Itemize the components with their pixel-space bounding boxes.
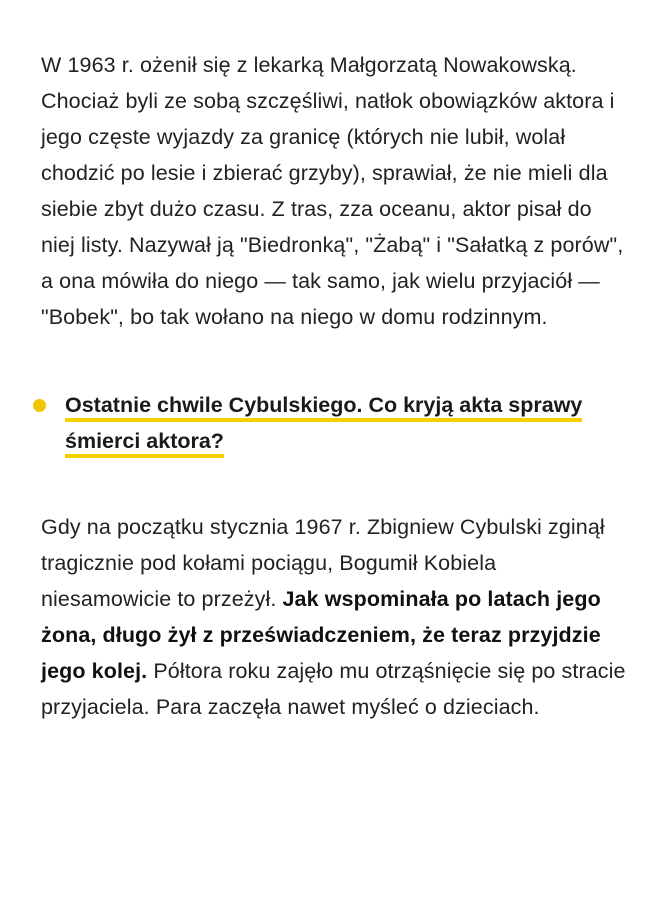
paragraph-text: Gdy na początku stycznia 1967 r. Zbigniew Cybulski zginął tragicznie pod kołami pociągu, Bogumił Kobiela niesamowicie to przeżył. xyxy=(41,515,605,611)
article-body xyxy=(41,47,641,725)
article-paragraph: W 1963 r. ożenił się z lekarką Małgorzatą Nowakowską. Chociaż byli ze sobą szczęśliwi, natłok obowiązków aktora i jego częste wyjazdy za granicę (których nie lubił, wolał chodzić po lesie i zbierać grzyby), sprawiał, że nie mieli dla siebie zbyt dużo czasu. Z tras, zza oceanu, aktor pisał do niej listy. Nazywał ją "Biedronką", "Żabą" i "Sałatką z porów", a ona mówiła do niego — tak samo, jak wielu przyjaciół — "Bobek", bo tak wołano na niego w domu rodzinnym. xyxy=(41,53,624,329)
bullet-dot-icon xyxy=(33,399,46,412)
paragraph-text: Półtora roku zajęło mu otrząśnięcie się po stracie przyjaciela. Para zaczęła nawet myśleć o dzieciach. xyxy=(41,659,626,719)
bold-highlight-text: Jak wspominała po latach jego żona, długo żył z przeświadczeniem, że teraz przyjdzie jego kolej. xyxy=(41,587,601,683)
related-article-link[interactable]: Ostatnie chwile Cybulskiego. Co kryją akta sprawy śmierci aktora? xyxy=(65,393,582,458)
article-paragraph xyxy=(41,509,631,725)
related-article[interactable] xyxy=(41,387,641,459)
